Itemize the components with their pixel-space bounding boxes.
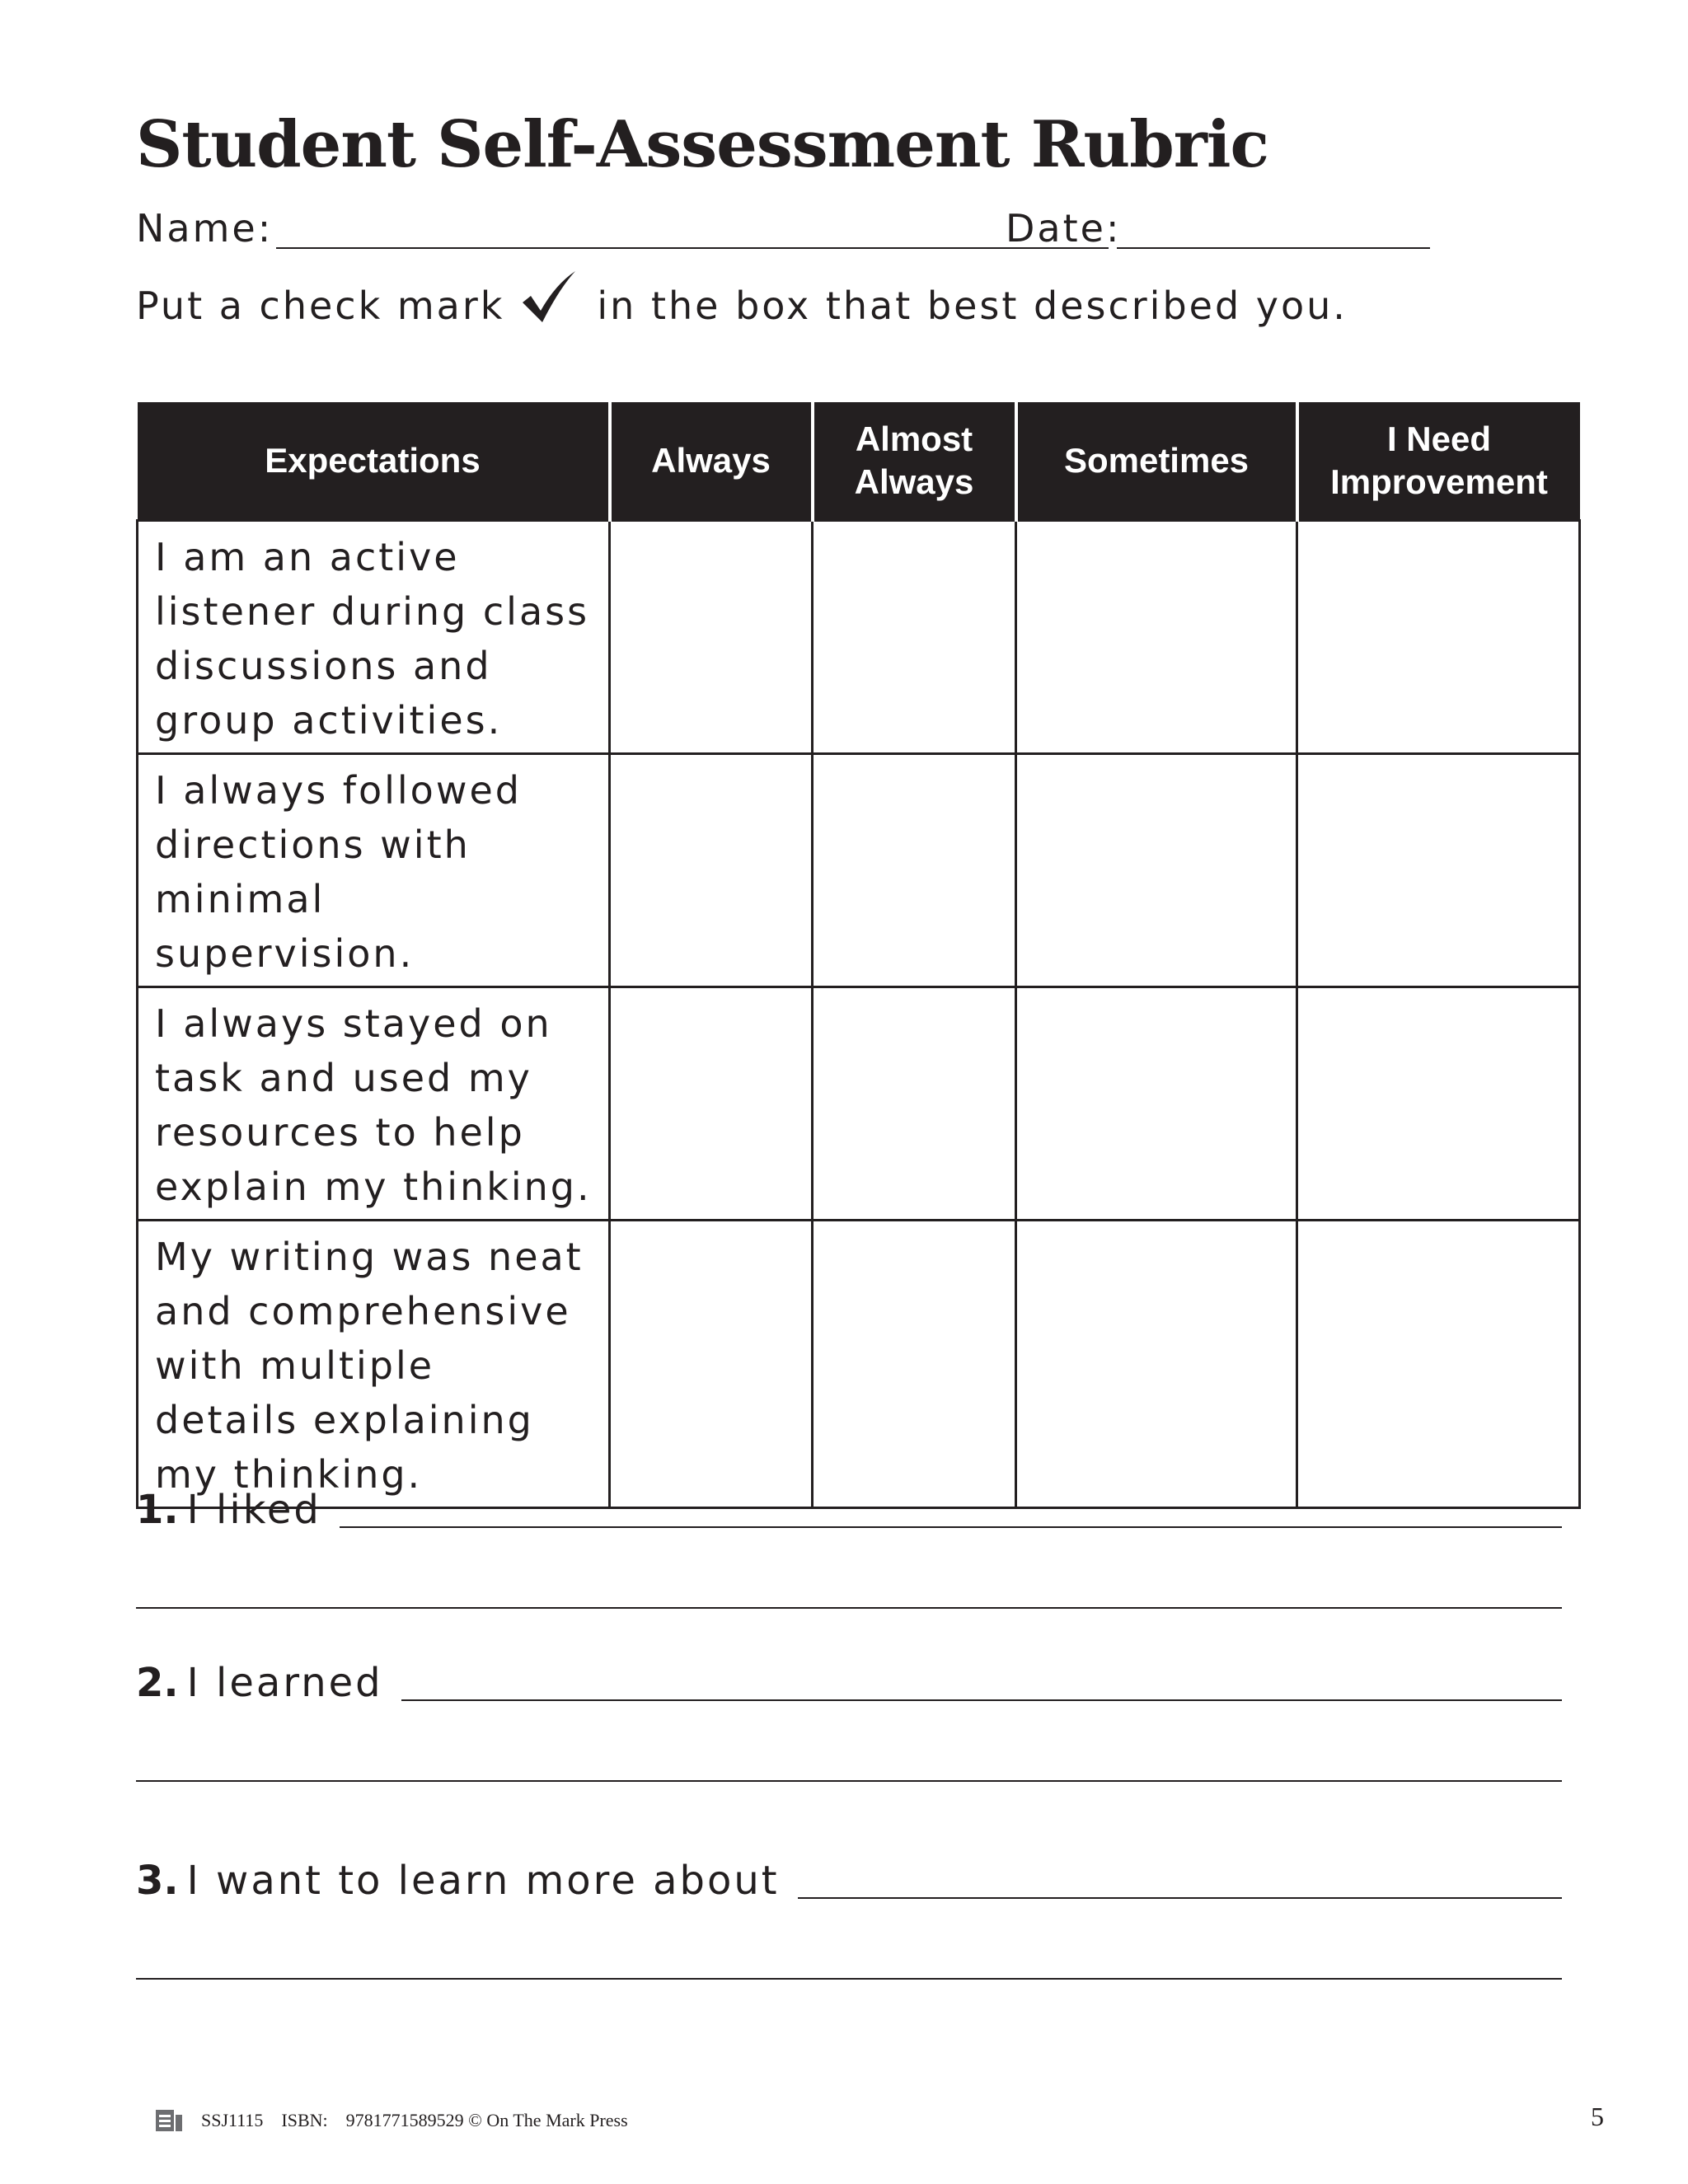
checkbox-cell-sometimes[interactable]: [1016, 987, 1297, 1221]
answer-line[interactable]: [401, 1699, 1562, 1701]
checkbox-cell-i-need-improvement[interactable]: [1297, 754, 1580, 987]
instruction: [136, 276, 1348, 335]
reflection-prompts: [136, 1475, 1562, 2019]
instruction-text-after: in the box that best described you.: [597, 284, 1348, 328]
checkbox-cell-sometimes[interactable]: [1016, 754, 1297, 987]
checkbox-cell-always[interactable]: [610, 754, 813, 987]
checkbox-cell-sometimes[interactable]: [1016, 1221, 1297, 1508]
page-number: 5: [1591, 2102, 1604, 2131]
expectation-cell: I always followed directions with minimal supervision.: [138, 754, 610, 987]
table-row: [138, 1221, 1580, 1508]
page-title: Student Self-Assessment Rubric: [136, 107, 1268, 182]
checkbox-cell-almost-always[interactable]: [813, 1221, 1016, 1508]
rubric-table: [136, 402, 1581, 1509]
prompt-number: 3.: [136, 1858, 179, 1904]
footer: [155, 2108, 646, 2133]
answer-line[interactable]: [798, 1897, 1562, 1899]
name-field[interactable]: [276, 247, 1109, 249]
name-label: Name:: [136, 206, 274, 251]
table-row: [138, 521, 1580, 754]
answer-line[interactable]: [136, 1978, 1562, 1980]
prompt-item: [136, 1648, 1562, 1821]
checkbox-cell-i-need-improvement[interactable]: [1297, 521, 1580, 754]
date-field[interactable]: [1117, 247, 1430, 249]
prompt-text: I liked: [186, 1487, 321, 1533]
expectation-cell: I always stayed on task and used my resources to help explain my thinking.: [138, 987, 610, 1221]
checkbox-cell-almost-always[interactable]: [813, 987, 1016, 1221]
prompt-number: 1.: [136, 1487, 179, 1533]
prompt-item: [136, 1846, 1562, 2019]
table-row: [138, 754, 1580, 987]
expectation-cell: I am an active listener during class discussions and group activities.: [138, 521, 610, 754]
date-label: Date:: [1006, 206, 1122, 251]
isbn-label: ISBN:: [281, 2110, 328, 2130]
answer-line[interactable]: [136, 1780, 1562, 1782]
answer-line[interactable]: [340, 1526, 1562, 1528]
answer-line[interactable]: [136, 1607, 1562, 1609]
prompt-text: I want to learn more about: [186, 1858, 780, 1904]
checkbox-cell-sometimes[interactable]: [1016, 521, 1297, 754]
header-almost-always: Almost Always: [813, 402, 1016, 521]
checkbox-cell-i-need-improvement[interactable]: [1297, 1221, 1580, 1508]
checkbox-cell-i-need-improvement[interactable]: [1297, 987, 1580, 1221]
table-header-row: [138, 402, 1580, 521]
checkbox-cell-always[interactable]: [610, 521, 813, 754]
prompt-item: [136, 1475, 1562, 1648]
checkbox-cell-always[interactable]: [610, 987, 813, 1221]
check-mark-icon: [519, 268, 579, 327]
table-row: [138, 987, 1580, 1221]
product-code: SSJ1115: [201, 2110, 264, 2130]
header-sometimes: Sometimes: [1016, 402, 1297, 521]
checkbox-cell-always[interactable]: [610, 1221, 813, 1508]
instruction-text-before: Put a check mark: [136, 284, 505, 328]
header-expectations: Expectations: [138, 402, 610, 521]
prompt-text: I learned: [186, 1660, 383, 1706]
expectation-cell: My writing was neat and comprehensive with multiple details explaining my thinking.: [138, 1221, 610, 1508]
header-always: Always: [610, 402, 813, 521]
header-i-need-improvement: I Need Improvement: [1297, 402, 1580, 521]
checkbox-cell-almost-always[interactable]: [813, 521, 1016, 754]
book-icon: [155, 2108, 183, 2133]
isbn-copyright: 9781771589529 © On The Mark Press: [345, 2110, 628, 2130]
checkbox-cell-almost-always[interactable]: [813, 754, 1016, 987]
prompt-number: 2.: [136, 1660, 179, 1706]
name-date-row: [136, 198, 1455, 255]
